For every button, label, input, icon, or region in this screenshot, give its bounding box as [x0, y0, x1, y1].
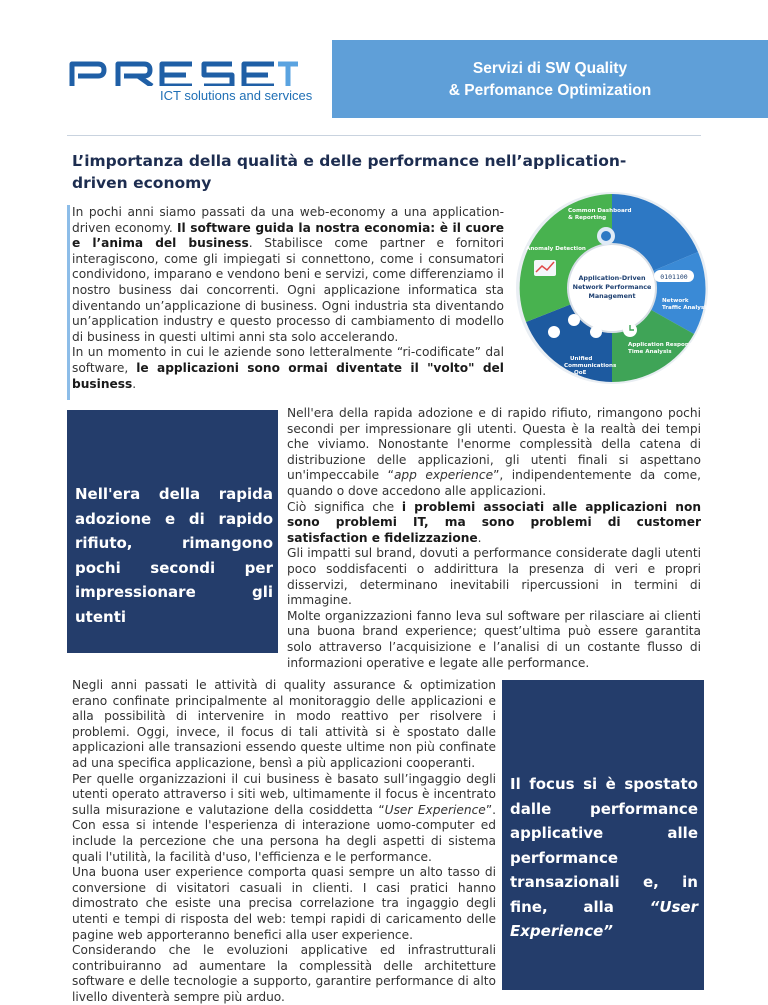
banner-line-1: Servizi di SW Quality [472, 60, 628, 77]
header-divider [67, 135, 701, 136]
label-response-2: Time Analysis [628, 349, 672, 355]
center-line-3: Management [588, 292, 636, 300]
label-dashboard-2: & Reporting [568, 215, 607, 221]
intro-bold-2: le applicazioni sono ormai diventate il "volto" del business [72, 360, 504, 391]
svg-text:& Reporting [568, 215, 606, 221]
page-title: L’importanza della qualità e delle performance nell’application-driven economy [72, 152, 627, 192]
dashboard-icon [597, 227, 615, 245]
intro-text-1: In pochi anni siamo passati da una web-economy a una application-driven economy. [72, 205, 504, 235]
intro-bold-1: Il software guida la nostra economia: è il cuore e l’anima del business [72, 220, 504, 251]
pull-quote-2-main: Il focus si è spostato dalle performance applicative alle performance transazionali e, in fine, alla [510, 775, 698, 916]
lower-p3: Una buona user experience comporta quasi sempre un alto tasso di conversione di visitatori casuali in clienti. I casi pratici hanno dimostrato che esiste una precisa correlazione tra ingaggio degli utenti e tempi di risposta del web: tempi rapidi di caricamento delle pagine web apporteranno benefici alla user experience. [72, 865, 496, 942]
label-response-1: Application Response [628, 342, 697, 348]
intro-text-2: . Stabilisce come partner e fornitori interagiscono, come gli impiegati si connettono, come i consumatori condividono, imparano e vendono beni e servizi, come differenziamo il nostro business dai concorrenti. Ogni applicazione informatica sta diventando un’applicazione di business. Ogni industria sta diventando un’application industry e questo processo di cambiamento di modello di business in questi ultimi anni sta solo accelerando. [72, 236, 504, 344]
lower-p1: Negli anni passati le attività di quality assurance & optimization erano confinate principalmente al monitoraggio delle applicazioni e alla possibilità di intervenire in modo reattivo per risolvere i problemi. Oggi, invece, il focus di tali attività si è spostato dalle applicazioni alle transazioni essendo queste ultime non più confinate ad una specifica applicazione, bensì a più applicazioni cooperanti. [72, 678, 496, 770]
pull-quote-2 [502, 680, 704, 990]
banner-line-2: & Perfomance Optimization [448, 82, 652, 99]
banner-title [332, 58, 768, 102]
center-line-2: Network Performance [572, 283, 652, 291]
label-uc-3: QoE [574, 370, 587, 376]
intro-accent-bar [67, 205, 70, 400]
pull-quote-2-text [510, 772, 698, 944]
pull-quote-2-italic: “User Experience” [510, 897, 698, 940]
intro-text-4: . [132, 376, 137, 391]
label-uc-1: Unified [570, 356, 593, 362]
network-performance-diagram [512, 182, 712, 394]
middle-text-3: Ciò significa che [287, 499, 402, 514]
middle-section [287, 406, 701, 671]
pull-quote-1 [67, 410, 278, 653]
pull-quote-1-text: Nell'era della rapida adozione e di rapido rifiuto, rimangono pochi secondi per impressionare gli utenti [75, 485, 273, 626]
response-time-icon [623, 323, 637, 337]
lower-text-2a: Per quelle organizzazioni il cui business è basato sull’ingaggio degli utenti operato attraverso i siti web, ultimamente il focus è incentrato sulla misurazione e valutazione della cosiddetta “ [72, 771, 496, 817]
anomaly-icon [534, 260, 556, 276]
middle-text-1: Nell'era della rapida adozione e di rapido rifiuto, rimangono pochi secondi per impressionare gli utenti. Questa è la realtà dei tempi che viviamo. Nonostante l'enorme complessità della catena di distribuzione delle applicazioni, gli utenti finali si aspettano un'impeccabile “ [287, 406, 701, 483]
svg-text:Common Dashboard [568, 208, 632, 214]
middle-p1 [287, 406, 701, 500]
lower-p4: Considerando che le evoluzioni applicative ed infrastrutturali contribuiranno ad aumentare la complessità delle architetture software e delle tecnologie a supporto, garantire performance di alto livello diventerà sempre più arduo. [72, 943, 496, 1004]
middle-italic: app experience [393, 468, 494, 483]
label-anomaly: Anomaly Detection [526, 246, 586, 252]
logo-wordmark [68, 60, 298, 86]
intro-paragraph [72, 205, 504, 392]
middle-p2 [287, 500, 701, 547]
middle-text-2: ”, indipendentemente da come, quando o dove accedono alle applicazioni. [287, 468, 702, 498]
intro-p1 [72, 205, 504, 345]
middle-bold: i problemi associati alle applicazioni non sono problemi IT, ma sono problemi di customer satisfaction e fidelizzazione [287, 499, 702, 545]
lower-section [72, 678, 496, 1005]
diagram-graphic [512, 182, 712, 394]
center-line-1: Application-Driven [578, 274, 646, 282]
lower-italic: User Experience [384, 802, 486, 817]
middle-p4: Molte organizzazioni fanno leva sul software per rilasciare ai clienti una buona brand experience; quest’ultima può essere garantita solo attraverso l’acquisizione e l’analisi di un costante flusso di informazioni operative e legate alle performance. [287, 608, 701, 670]
intro-p2 [72, 345, 504, 392]
lower-text-2b: ”. Con essa si intende l'esperienza di interazione uomo-computer ed include la percezione che una persona ha degli aspetti di sistema quali l'utilità, la facilità d'uso, l'efficienza e le performance. [72, 802, 497, 864]
label-network-2: Traffic Analysis [662, 305, 710, 311]
intro-text-3: In un momento in cui le aziende sono letteralmente “ri-codificate” dal software, [72, 345, 504, 375]
logo-subtitle: ICT solutions and services [160, 88, 313, 103]
lower-p2 [72, 772, 496, 866]
label-network-1: Network [662, 298, 689, 304]
label-uc-2: Communications [564, 363, 617, 369]
service-banner [332, 40, 768, 118]
middle-text-4: . [477, 530, 482, 545]
middle-p3: Gli impatti sul brand, dovuti a performance considerate dagli utenti poco soddisfacenti o addirittura la presenza di veri e propri disservizi, determinano inevitabili ripercussioni in termini di immagine. [287, 546, 701, 608]
binary-badge-text: 0101100 [660, 273, 688, 281]
label-dashboard-1: Common Dashboard [568, 208, 632, 214]
